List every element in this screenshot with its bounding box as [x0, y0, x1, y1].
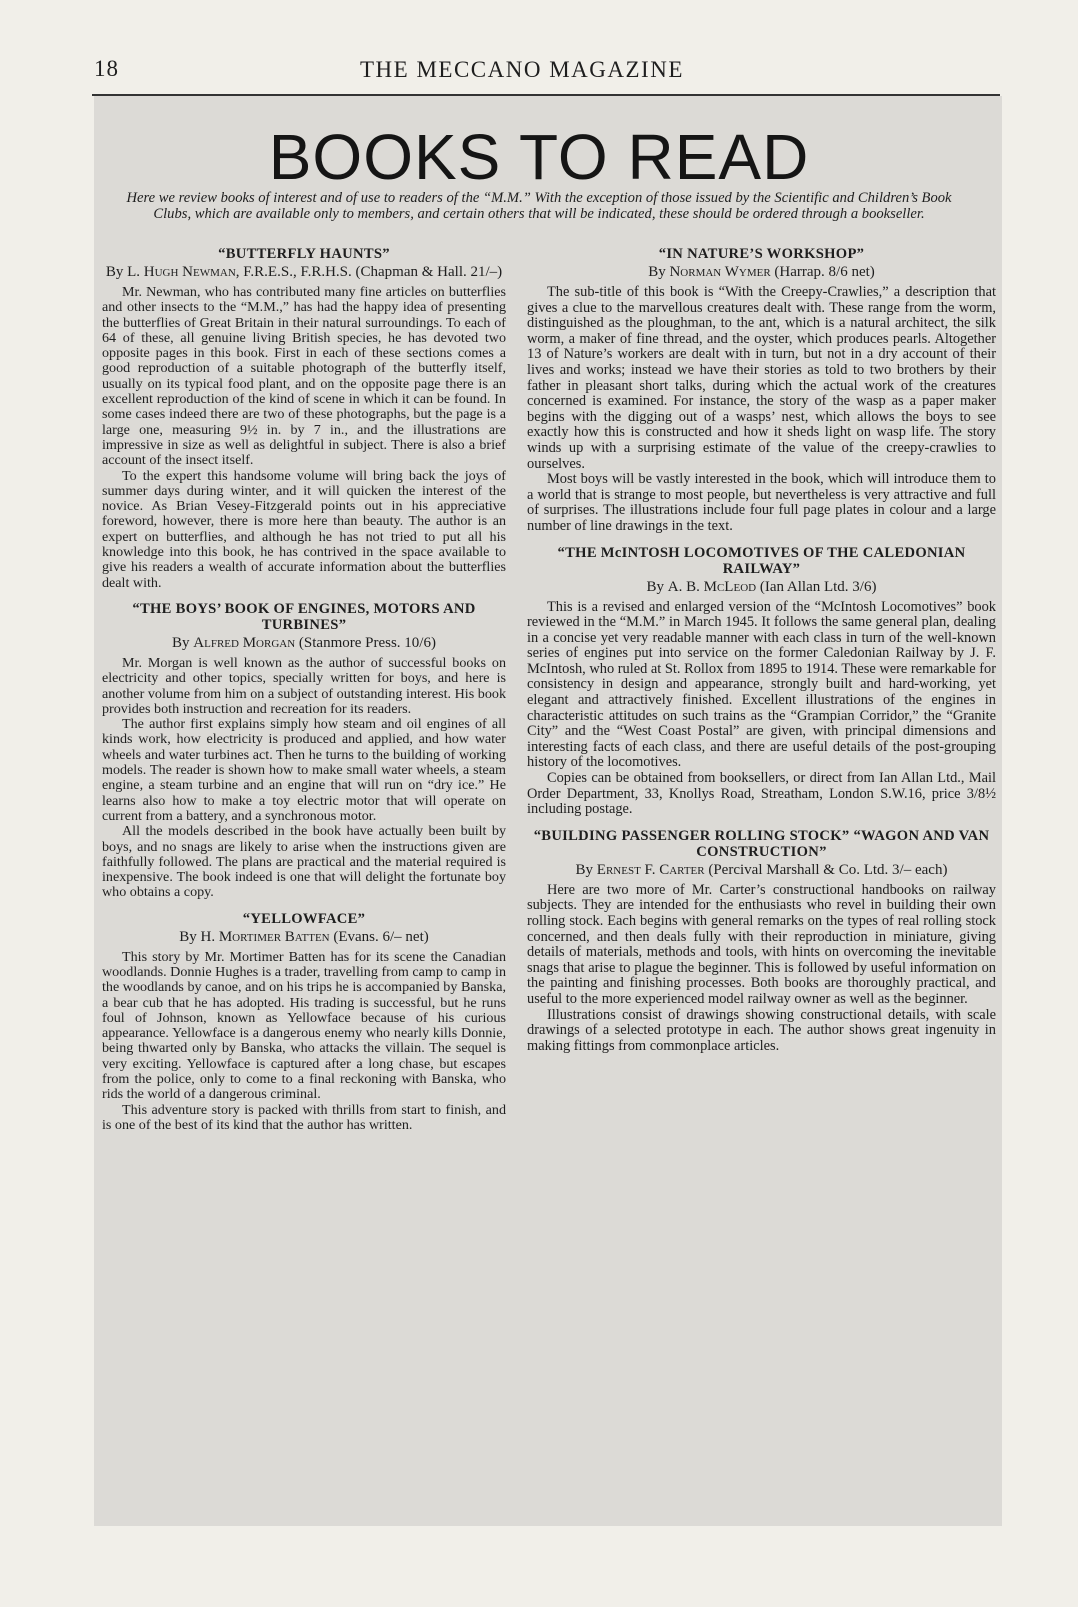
- review-byline: [102, 635, 506, 652]
- review-author: A. B. McLeod: [667, 578, 757, 595]
- review-paragraph: Mr. Morgan is well known as the author of successful books on electricity and other topics, specially written for boys, and here is another volume from him on a subject of outstanding interest. His book provides both instruction and recreation for its readers.: [102, 654, 506, 717]
- review-publisher: (Evans. 6/– net): [333, 928, 429, 945]
- review-paragraph: This story by Mr. Mortimer Batten has for its scene the Canadian woodlands. Donnie Hughes is a trader, travelling from camp to camp in the woodlands by canoe, and on his trips he is accompanied by Banska, a bear cub that he has adopted. His trading is successful, but he runs foul of Johnson, known as Yellowface because of his curious appearance. Yellowface is a dangerous enemy who nearly kills Donnie, being thwarted only by Banska, who attacks the villain. The sequel is very exciting. Yellowface is captured after a long chase, but escapes from the police, only to come to a final reckoning with Banska, who rids the world of a dangerous criminal.: [102, 948, 506, 1103]
- byline-by: By: [172, 634, 190, 651]
- book-review: [102, 911, 506, 1134]
- right-column: [527, 246, 996, 1064]
- review-paragraph: The author first explains simply how steam and oil engines of all kinds work, how electricity is produced and applied, and how water wheels and water turbines act. Then he turns to the building of working models. The reader is shown how to make small water wheels, a steam engine, a steam turbine and an engine that will run on “dry ice.” He learns also how to make a toy electric motor that will operate on current from a battery, and a synchronous motor.: [102, 716, 506, 824]
- review-paragraph: This is a revised and enlarged version of the “McIntosh Locomotives” book reviewed in the “M.M.” in March 1945. It follows the same general plan, dealing in a concise yet very readable manner with each class in turn of the well-known series of engines put into service on the former Caledonian Railway by J. F. McIntosh, who ruled at St. Rollox from 1895 to 1914. These were remarkable for consistency in design and appearance, strongly built and hard-working, yet elegant and attractively finished. Excellent illustrations of the engines in characteristic attitudes on such trains as the “Grampian Corridor,” the “Granite City” and the “West Coast Postal” are given, with principal dimensions and interesting facts of each class, and there are useful details of the post-grouping history of the locomotives.: [527, 598, 996, 771]
- review-byline: [527, 862, 996, 879]
- byline-by: By: [648, 264, 666, 280]
- review-byline: [102, 929, 506, 946]
- review-publisher: (Harrap. 8/6 net): [774, 264, 875, 280]
- review-author: Norman Wymer: [669, 264, 771, 280]
- byline-by: By: [105, 264, 124, 280]
- byline-by: By: [646, 578, 665, 595]
- book-review: [527, 545, 996, 818]
- review-publisher: (Ian Allan Ltd. 3/6): [759, 578, 877, 595]
- book-review: [102, 246, 506, 591]
- page-number: 18: [94, 56, 119, 81]
- byline-by: By: [575, 861, 594, 878]
- review-title: “BUTTERFLY HAUNTS”: [218, 246, 390, 262]
- review-author: Alfred Morgan: [193, 634, 296, 651]
- left-column: [102, 246, 506, 1143]
- book-review: [102, 601, 506, 901]
- review-paragraph: To the expert this handsome volume will bring back the joys of summer days during winter, and it will quicken the interest of the novice. As Brian Vesey-Fitzgerald points out in his appreciative foreword, however, there is more here than beauty. The author is an expert on butterflies, and although he has not tried to put all his knowledge into this book, he has contrived in the space available to give his readers a wealth of accurate information about the butterflies dealt with.: [102, 467, 506, 591]
- review-title: “THE McINTOSH LOCOMOTIVES OF THE CALEDONIAN RAILWAY”: [557, 544, 966, 577]
- review-title: “YELLOWFACE”: [242, 910, 366, 927]
- review-publisher: (Stanmore Press. 10/6): [298, 634, 436, 651]
- magazine-title: THE MECCANO MAGAZINE: [360, 57, 684, 82]
- review-byline: [102, 264, 506, 281]
- review-paragraph: Here are two more of Mr. Carter’s constructional handbooks on railway subjects. They are intended for the enthusiasts who revel in building their own rolling stock. Each begins with general remarks on the types of real rolling stock concerned, and then deals fully with their reproduction in miniature, giving details of materials, methods and tools, with hints on overcoming the inevitable snags that arise to plague the beginner. This is followed by useful information on the painting and finishing processes. Both books are thoroughly practical, and useful to the more experienced model railway owner as well as the beginner.: [527, 881, 996, 1007]
- review-title: “BUILDING PASSENGER ROLLING STOCK” “WAGON AND VAN CONSTRUCTION”: [533, 827, 990, 860]
- review-paragraph: Copies can be obtained from booksellers, or direct from Ian Allan Ltd., Mail Order Department, 33, Knollys Road, Streatham, London S.W.16, price 3/8½ including postage.: [527, 770, 996, 818]
- review-byline: [527, 264, 996, 281]
- review-paragraph: The sub-title of this book is “With the Creepy-Crawlies,” a description that gives a clue to the marvellous creatures dealt with. These range from the worm, distinguished as the ploughman, to the ant, which is a natural architect, the silk worm, a maker of fine thread, and the oyster, which produces pearls. Altogether 13 of Nature’s workers are dealt with in turn, but not in a dry account of their lives and works; instead we have their stories as told to two brothers by their father in pleasant short talks, during which the actual work of the creatures concerned is examined. For instance, the story of the wasp as a paper maker begins with the digging out of a wasps’ nest, which allows the boys to see exactly how this is constructed and how it sheds light on wasp life. The story winds up with a surprising estimate of the value of the creepy-crawlies to ourselves.: [527, 284, 996, 472]
- book-review: [527, 828, 996, 1055]
- review-paragraph: Mr. Newman, who has contributed many fine articles on butterflies and other insects to the “M.M.,” has had the happy idea of presenting the butterflies of Great Britain in their natural surroundings. To each of 64 of these, all genuine living British species, he has devoted two opposite pages in this book. First in each of these sections comes a good reproduction of a suitable photograph of the butterfly itself, usually on its typical food plant, and on the opposite page there is an excellent reproduction of the kind of scene in which it can be found. In some cases indeed there are two of these photographs, but the page is a large one, measuring 9½ in. by 7 in., and the illustrations are impressive in size as well as delightful in subject. There is also a brief account of the insect itself.: [102, 284, 506, 469]
- review-publisher: (Chapman & Hall. 21/–): [355, 264, 503, 280]
- byline-by: By: [179, 928, 197, 945]
- review-author: Ernest F. Carter: [596, 861, 705, 878]
- review-author: L. Hugh Newman, F.R.E.S., F.R.H.S.: [127, 264, 352, 280]
- article-title: BOOKS TO READ: [268, 121, 810, 193]
- review-author: H. Mortimer Batten: [200, 928, 330, 945]
- book-review: [527, 246, 996, 535]
- review-paragraph: This adventure story is packed with thrills from start to finish, and is one of the best of its kind that the author has written.: [102, 1101, 506, 1133]
- review-paragraph: All the models described in the book have actually been built by boys, and no snags are likely to arise when the instructions given are faithfully followed. The plans are practical and the material required is inexpensive. The book indeed is one that will delight the fortunate boy who obtains a copy.: [102, 823, 506, 901]
- review-publisher: (Percival Marshall & Co. Ltd. 3/– each): [708, 861, 948, 878]
- review-paragraph: Illustrations consist of drawings showing constructional details, with scale drawings of a selected prototype in each. The author shows great ingenuity in making fittings from commonplace articles.: [527, 1006, 996, 1054]
- review-byline: [527, 579, 996, 596]
- review-title: “IN NATURE’S WORKSHOP”: [658, 246, 865, 262]
- review-paragraph: Most boys will be vastly interested in the book, which will introduce them to a world that is strange to most people, but nevertheless is very attractive and full of surprises. The illustrations include four full page plates in colour and a large number of line drawings in the text.: [527, 471, 996, 534]
- article-intro: Here we review books of interest and of use to readers of the “M.M.” With the exception of those issued by the Scientific and Children’s Book Clubs, which are available only to members, and certain others that will be indicated, these should be ordered through a bookseller.: [126, 190, 952, 222]
- review-title: “THE BOYS’ BOOK OF ENGINES, MOTORS AND TURBINES”: [132, 600, 476, 633]
